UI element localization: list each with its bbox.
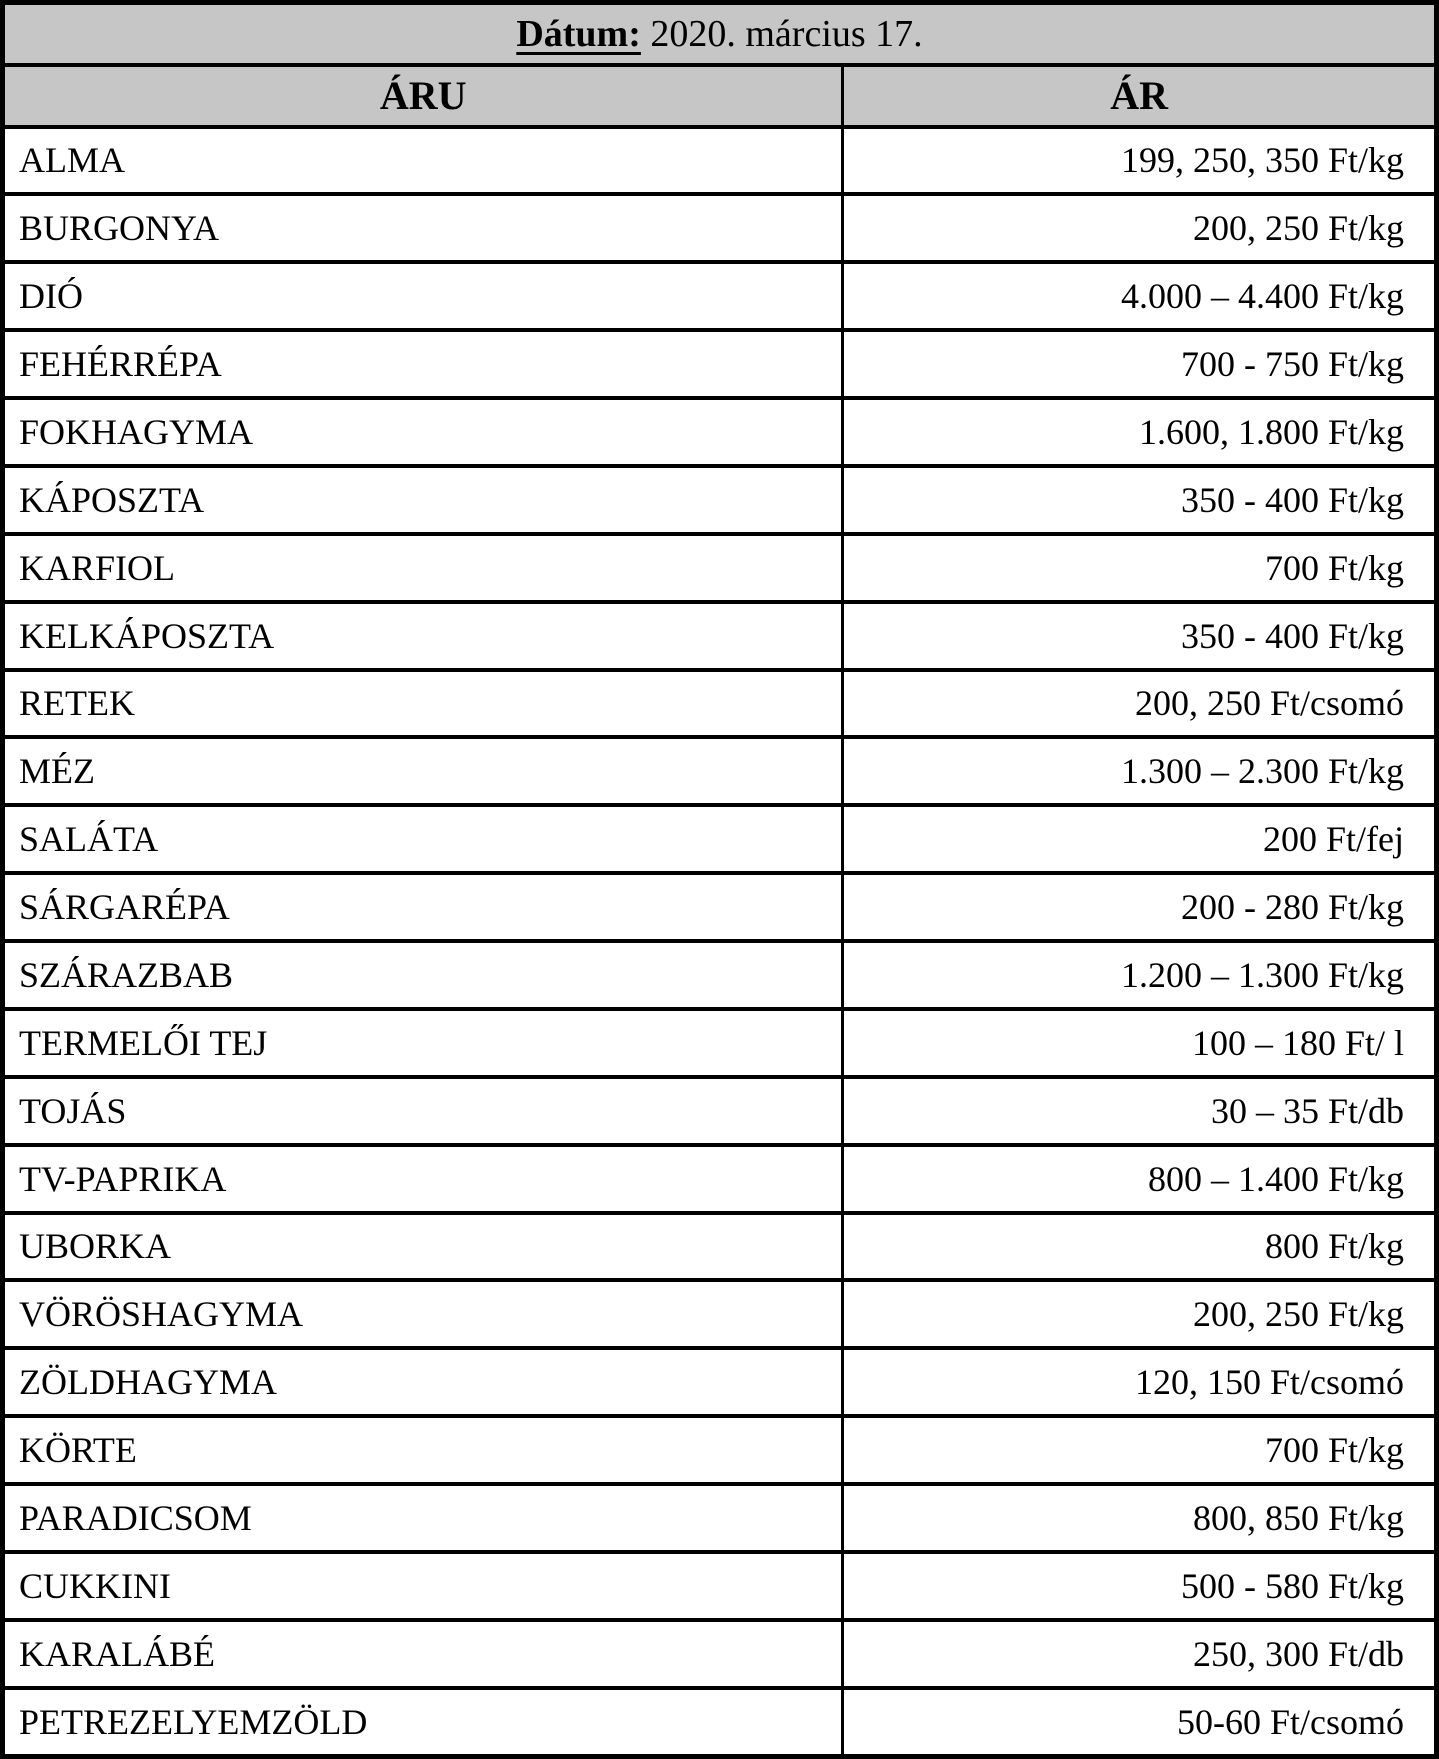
table-row [3,194,1437,262]
price-cell: 800, 850 Ft/kg [843,1484,1437,1552]
item-cell: UBORKA [3,1213,843,1281]
table-row [3,1552,1437,1620]
price-cell: 200, 250 Ft/kg [843,194,1437,262]
table-row [3,1213,1437,1281]
price-cell: 199, 250, 350 Ft/kg [843,127,1437,195]
price-cell: 1.600, 1.800 Ft/kg [843,398,1437,466]
item-cell: ALMA [3,127,843,195]
item-cell: KARFIOL [3,534,843,602]
price-cell: 200 - 280 Ft/kg [843,873,1437,941]
price-cell: 350 - 400 Ft/kg [843,466,1437,534]
column-header-price: ÁR [843,65,1437,127]
item-cell: KELKÁPOSZTA [3,602,843,670]
column-header-row [3,65,1437,127]
price-cell: 200, 250 Ft/kg [843,1280,1437,1348]
price-cell: 700 Ft/kg [843,1416,1437,1484]
price-cell: 200, 250 Ft/csomó [843,670,1437,738]
price-cell: 120, 150 Ft/csomó [843,1348,1437,1416]
table-row [3,1077,1437,1145]
price-cell: 1.300 – 2.300 Ft/kg [843,737,1437,805]
item-cell: CUKKINI [3,1552,843,1620]
table-row [3,330,1437,398]
item-cell: TOJÁS [3,1077,843,1145]
table-row [3,127,1437,195]
item-cell: DIÓ [3,262,843,330]
table-row [3,941,1437,1009]
table-row [3,873,1437,941]
item-cell: FEHÉRRÉPA [3,330,843,398]
item-cell: FOKHAGYMA [3,398,843,466]
table-row [3,1484,1437,1552]
table-row [3,466,1437,534]
item-cell: SÁRGARÉPA [3,873,843,941]
item-cell: MÉZ [3,737,843,805]
table-row [3,602,1437,670]
item-cell: SALÁTA [3,805,843,873]
item-cell: KÁPOSZTA [3,466,843,534]
date-value: 2020. március 17. [640,12,923,55]
price-cell: 50-60 Ft/csomó [843,1688,1437,1757]
item-cell: PARADICSOM [3,1484,843,1552]
date-header-row [3,3,1437,65]
table-row [3,1688,1437,1757]
item-cell: BURGONYA [3,194,843,262]
price-cell: 800 – 1.400 Ft/kg [843,1145,1437,1213]
price-cell: 500 - 580 Ft/kg [843,1552,1437,1620]
date-header-cell [3,3,1437,65]
table-row [3,1348,1437,1416]
price-cell: 200 Ft/fej [843,805,1437,873]
table-row [3,670,1437,738]
table-row [3,1620,1437,1688]
table-row [3,805,1437,873]
item-cell: PETREZELYEMZÖLD [3,1688,843,1757]
price-cell: 30 – 35 Ft/db [843,1077,1437,1145]
table-row [3,398,1437,466]
item-cell: VÖRÖSHAGYMA [3,1280,843,1348]
table-row [3,1009,1437,1077]
item-cell: SZÁRAZBAB [3,941,843,1009]
price-table-body [3,3,1437,1757]
price-cell: 800 Ft/kg [843,1213,1437,1281]
table-row [3,1280,1437,1348]
price-cell: 350 - 400 Ft/kg [843,602,1437,670]
table-row [3,737,1437,805]
item-cell: RETEK [3,670,843,738]
item-cell: KARALÁBÉ [3,1620,843,1688]
item-cell: KÖRTE [3,1416,843,1484]
table-row [3,262,1437,330]
table-row [3,1416,1437,1484]
table-row [3,534,1437,602]
item-cell: TERMELŐI TEJ [3,1009,843,1077]
item-cell: TV-PAPRIKA [3,1145,843,1213]
price-cell: 1.200 – 1.300 Ft/kg [843,941,1437,1009]
item-cell: ZÖLDHAGYMA [3,1348,843,1416]
table-row [3,1145,1437,1213]
price-cell: 250, 300 Ft/db [843,1620,1437,1688]
column-header-item: ÁRU [3,65,843,127]
price-cell: 100 – 180 Ft/ l [843,1009,1437,1077]
price-cell: 4.000 – 4.400 Ft/kg [843,262,1437,330]
date-label: Dátum: [516,12,641,55]
price-cell: 700 Ft/kg [843,534,1437,602]
price-cell: 700 - 750 Ft/kg [843,330,1437,398]
